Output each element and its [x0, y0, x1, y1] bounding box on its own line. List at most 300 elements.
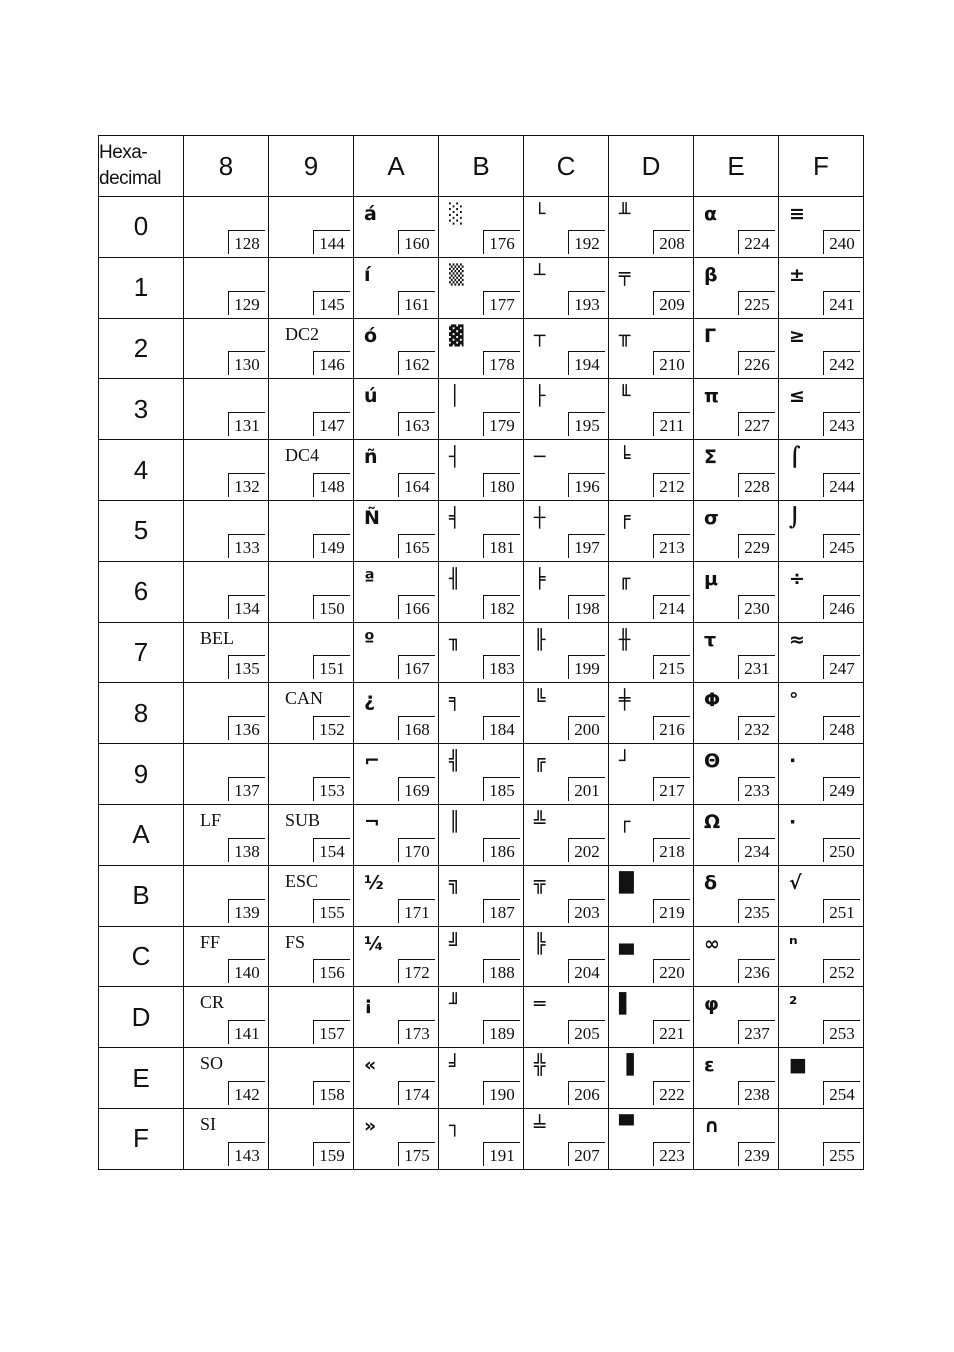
column-header: D: [609, 136, 694, 197]
table-body: [99, 197, 864, 1170]
char-cell: [439, 379, 524, 440]
char-glyph: ⌠: [789, 446, 801, 469]
char-glyph: ╖: [449, 628, 461, 651]
char-glyph: »: [364, 1114, 377, 1137]
char-glyph: █: [619, 871, 634, 894]
decimal-code-box: 139: [228, 899, 265, 923]
char-cell: [184, 318, 269, 379]
char-cell: [269, 987, 354, 1048]
char-cell: [269, 683, 354, 744]
table-row: [99, 987, 864, 1048]
table-row: [99, 926, 864, 987]
char-glyph: ╧: [534, 1114, 546, 1137]
char-cell: [439, 561, 524, 622]
decimal-code-box: 133: [228, 534, 265, 558]
column-header: C: [524, 136, 609, 197]
char-glyph: ╬: [534, 1054, 546, 1077]
char-cell: [439, 987, 524, 1048]
char-glyph: τ: [704, 628, 717, 651]
char-glyph: ⁿ: [789, 932, 798, 955]
char-cell: [439, 804, 524, 865]
decimal-code-box: 198: [568, 595, 605, 619]
char-cell: [779, 561, 864, 622]
decimal-code-box: 210: [653, 351, 690, 375]
char-cell: [779, 744, 864, 805]
char-cell: [184, 561, 269, 622]
char-glyph: ╛: [449, 1054, 461, 1077]
char-cell: [609, 257, 694, 318]
char-cell: [609, 197, 694, 258]
control-code-label: DC2: [285, 323, 320, 344]
char-glyph: π: [704, 385, 720, 408]
decimal-code-box: 185: [483, 777, 520, 801]
decimal-code-box: 145: [313, 291, 350, 315]
table-row: [99, 379, 864, 440]
char-cell: [609, 379, 694, 440]
char-glyph: ╘: [619, 446, 631, 469]
char-cell: [354, 804, 439, 865]
row-header: D: [99, 987, 184, 1048]
decimal-code-box: 205: [568, 1020, 605, 1044]
char-cell: [524, 318, 609, 379]
char-cell: [184, 1108, 269, 1169]
decimal-code-box: 193: [568, 291, 605, 315]
char-glyph: ╜: [449, 993, 461, 1016]
table-row: [99, 865, 864, 926]
char-cell: [609, 865, 694, 926]
row-header: 1: [99, 257, 184, 318]
char-cell: [694, 440, 779, 501]
char-glyph: ≡: [789, 203, 805, 225]
char-glyph: ╩: [534, 810, 546, 833]
decimal-code-box: 248: [823, 716, 860, 740]
char-glyph: ⌡: [789, 506, 801, 529]
char-glyph: ╡: [449, 506, 461, 529]
char-cell: [439, 622, 524, 683]
char-glyph: ┬: [534, 324, 546, 347]
decimal-code-box: 213: [653, 534, 690, 558]
decimal-code-box: 215: [653, 655, 690, 679]
char-cell: [354, 440, 439, 501]
hexadecimal-corner-label: [99, 136, 184, 197]
row-header: 3: [99, 379, 184, 440]
char-glyph: ┼: [534, 506, 546, 529]
decimal-code-box: 222: [653, 1081, 690, 1105]
decimal-code-box: 246: [823, 595, 860, 619]
decimal-code-box: 191: [483, 1142, 520, 1166]
decimal-code-box: 134: [228, 595, 265, 619]
decimal-code-box: 146: [313, 351, 350, 375]
decimal-code-box: 158: [313, 1081, 350, 1105]
decimal-code-box: 156: [313, 959, 350, 983]
char-cell: [354, 318, 439, 379]
char-cell: [609, 1108, 694, 1169]
char-glyph: ─: [534, 446, 546, 469]
char-glyph: ╪: [619, 689, 631, 712]
char-cell: [354, 379, 439, 440]
decimal-code-box: 173: [398, 1020, 435, 1044]
decimal-code-box: 207: [568, 1142, 605, 1166]
char-cell: [779, 804, 864, 865]
char-glyph: ╨: [619, 203, 631, 225]
char-glyph: ■: [789, 1054, 807, 1077]
row-header: E: [99, 1048, 184, 1109]
row-header: F: [99, 1108, 184, 1169]
decimal-code-box: 254: [823, 1081, 860, 1105]
decimal-code-box: 136: [228, 716, 265, 740]
char-glyph: ¼: [364, 932, 384, 955]
column-header: B: [439, 136, 524, 197]
char-cell: [184, 987, 269, 1048]
char-cell: [609, 804, 694, 865]
decimal-code-box: 232: [738, 716, 775, 740]
table-row: [99, 561, 864, 622]
char-cell: [269, 622, 354, 683]
column-header: 9: [269, 136, 354, 197]
char-cell: [779, 379, 864, 440]
char-glyph: Γ: [704, 324, 717, 347]
char-cell: [354, 561, 439, 622]
decimal-code-box: 225: [738, 291, 775, 315]
char-cell: [354, 1108, 439, 1169]
char-cell: [524, 987, 609, 1048]
decimal-code-box: 204: [568, 959, 605, 983]
row-header: 0: [99, 197, 184, 258]
char-glyph: φ: [704, 993, 719, 1016]
decimal-code-box: 177: [483, 291, 520, 315]
char-glyph: Θ: [704, 750, 721, 773]
char-cell: [779, 318, 864, 379]
decimal-code-box: 164: [398, 473, 435, 497]
char-cell: [779, 1108, 864, 1169]
char-cell: [184, 379, 269, 440]
decimal-code-box: 206: [568, 1081, 605, 1105]
decimal-code-box: 242: [823, 351, 860, 375]
char-glyph: δ: [704, 871, 718, 894]
decimal-code-box: 174: [398, 1081, 435, 1105]
char-glyph: ▀: [619, 1114, 634, 1137]
column-header: E: [694, 136, 779, 197]
decimal-code-box: 176: [483, 230, 520, 254]
char-cell: [354, 926, 439, 987]
char-cell: [779, 865, 864, 926]
char-cell: [524, 926, 609, 987]
decimal-code-box: 251: [823, 899, 860, 923]
char-glyph: ∩: [704, 1114, 720, 1137]
char-cell: [354, 683, 439, 744]
char-cell: [779, 1048, 864, 1109]
decimal-code-box: 238: [738, 1081, 775, 1105]
char-cell: [269, 561, 354, 622]
control-code-label: FS: [285, 931, 306, 952]
decimal-code-box: 227: [738, 412, 775, 436]
decimal-code-box: 235: [738, 899, 775, 923]
decimal-code-box: 179: [483, 412, 520, 436]
decimal-code-box: 144: [313, 230, 350, 254]
row-header: A: [99, 804, 184, 865]
char-cell: [184, 622, 269, 683]
decimal-code-box: 184: [483, 716, 520, 740]
char-cell: [184, 744, 269, 805]
char-cell: [609, 987, 694, 1048]
decimal-code-box: 255: [823, 1142, 860, 1166]
char-cell: [184, 683, 269, 744]
decimal-code-box: 141: [228, 1020, 265, 1044]
char-glyph: ╚: [534, 689, 546, 712]
decimal-code-box: 147: [313, 412, 350, 436]
char-cell: [524, 1048, 609, 1109]
char-glyph: ▐: [619, 1054, 634, 1077]
control-code-label: BEL: [200, 627, 234, 648]
char-cell: [779, 622, 864, 683]
decimal-code-box: 244: [823, 473, 860, 497]
char-cell: [694, 926, 779, 987]
char-glyph: ╥: [619, 324, 631, 347]
decimal-code-box: 148: [313, 473, 350, 497]
decimal-code-box: 132: [228, 473, 265, 497]
decimal-code-box: 137: [228, 777, 265, 801]
char-glyph: ░: [449, 203, 464, 225]
corner-label-line1: Hexa-: [99, 142, 148, 163]
char-cell: [694, 257, 779, 318]
decimal-code-box: 165: [398, 534, 435, 558]
char-glyph: σ: [704, 506, 719, 529]
decimal-code-box: 142: [228, 1081, 265, 1105]
decimal-code-box: 167: [398, 655, 435, 679]
char-glyph: ┐: [449, 1114, 461, 1137]
decimal-code-box: 138: [228, 838, 265, 862]
decimal-code-box: 175: [398, 1142, 435, 1166]
char-glyph: ╣: [449, 750, 461, 773]
decimal-code-box: 182: [483, 595, 520, 619]
char-cell: [439, 257, 524, 318]
decimal-code-box: 169: [398, 777, 435, 801]
char-glyph: ╟: [534, 628, 546, 651]
decimal-code-box: 241: [823, 291, 860, 315]
control-code-label: SI: [200, 1113, 217, 1134]
char-cell: [524, 1108, 609, 1169]
char-cell: [524, 683, 609, 744]
char-glyph: Φ: [704, 689, 721, 712]
decimal-code-box: 216: [653, 716, 690, 740]
char-cell: [269, 500, 354, 561]
table-row: [99, 622, 864, 683]
decimal-code-box: 178: [483, 351, 520, 375]
char-glyph: ½: [364, 871, 384, 894]
char-cell: [609, 318, 694, 379]
table-row: [99, 1108, 864, 1169]
char-cell: [354, 865, 439, 926]
char-cell: [439, 197, 524, 258]
row-header: 6: [99, 561, 184, 622]
decimal-code-box: 143: [228, 1142, 265, 1166]
char-glyph: ▌: [619, 993, 634, 1016]
decimal-code-box: 163: [398, 412, 435, 436]
char-cell: [354, 622, 439, 683]
decimal-code-box: 214: [653, 595, 690, 619]
char-glyph: └: [534, 203, 546, 225]
decimal-code-box: 196: [568, 473, 605, 497]
decimal-code-box: 161: [398, 291, 435, 315]
char-cell: [609, 622, 694, 683]
decimal-code-box: 249: [823, 777, 860, 801]
table-row: [99, 744, 864, 805]
control-code-label: SO: [200, 1053, 224, 1074]
decimal-code-box: 149: [313, 534, 350, 558]
char-glyph: μ: [704, 567, 718, 590]
table-row: [99, 1048, 864, 1109]
char-cell: [694, 744, 779, 805]
char-cell: [439, 500, 524, 561]
char-glyph: ▓: [449, 324, 464, 347]
char-cell: [269, 379, 354, 440]
char-cell: [269, 318, 354, 379]
decimal-code-box: 159: [313, 1142, 350, 1166]
decimal-code-box: 190: [483, 1081, 520, 1105]
char-cell: [269, 197, 354, 258]
char-cell: [269, 804, 354, 865]
char-cell: [269, 865, 354, 926]
char-cell: [694, 1108, 779, 1169]
decimal-code-box: 218: [653, 838, 690, 862]
decimal-code-box: 162: [398, 351, 435, 375]
decimal-code-box: 140: [228, 959, 265, 983]
char-cell: [609, 926, 694, 987]
char-cell: [779, 440, 864, 501]
char-glyph: ╒: [619, 506, 631, 529]
char-glyph: ╦: [534, 871, 546, 894]
char-cell: [524, 561, 609, 622]
char-cell: [779, 257, 864, 318]
char-glyph: ε: [704, 1054, 715, 1077]
char-cell: [694, 622, 779, 683]
row-header: B: [99, 865, 184, 926]
decimal-code-box: 152: [313, 716, 350, 740]
decimal-code-box: 131: [228, 412, 265, 436]
column-header: 8: [184, 136, 269, 197]
decimal-code-box: 243: [823, 412, 860, 436]
char-cell: [184, 926, 269, 987]
char-glyph: ╙: [619, 385, 631, 408]
column-header: A: [354, 136, 439, 197]
decimal-code-box: 151: [313, 655, 350, 679]
decimal-code-box: 229: [738, 534, 775, 558]
decimal-code-box: 219: [653, 899, 690, 923]
char-glyph: Σ: [704, 446, 717, 469]
char-glyph: Ñ: [364, 506, 380, 529]
decimal-code-box: 231: [738, 655, 775, 679]
char-glyph: ║: [449, 810, 461, 833]
row-header: 9: [99, 744, 184, 805]
char-glyph: ├: [534, 385, 546, 408]
char-glyph: ╞: [534, 567, 546, 590]
char-glyph: ┤: [449, 446, 461, 469]
char-glyph: ≤: [789, 385, 805, 408]
table-row: [99, 197, 864, 258]
char-cell: [694, 683, 779, 744]
decimal-code-box: 230: [738, 595, 775, 619]
char-glyph: ╤: [619, 263, 631, 286]
char-cell: [439, 683, 524, 744]
char-cell: [524, 440, 609, 501]
char-cell: [694, 1048, 779, 1109]
decimal-code-box: 224: [738, 230, 775, 254]
decimal-code-box: 155: [313, 899, 350, 923]
char-cell: [694, 865, 779, 926]
char-cell: [439, 318, 524, 379]
char-cell: [779, 926, 864, 987]
char-cell: [354, 744, 439, 805]
char-glyph: α: [704, 203, 718, 225]
char-glyph: °: [789, 689, 799, 712]
decimal-code-box: 208: [653, 230, 690, 254]
char-cell: [694, 197, 779, 258]
decimal-code-box: 201: [568, 777, 605, 801]
decimal-code-box: 221: [653, 1020, 690, 1044]
decimal-code-box: 245: [823, 534, 860, 558]
char-cell: [184, 440, 269, 501]
char-cell: [694, 379, 779, 440]
decimal-code-box: 172: [398, 959, 435, 983]
row-header: 2: [99, 318, 184, 379]
char-glyph: ┌: [619, 810, 631, 833]
char-cell: [269, 257, 354, 318]
row-header: 4: [99, 440, 184, 501]
char-glyph: ╝: [449, 932, 461, 955]
control-code-label: ESC: [285, 870, 319, 891]
decimal-code-box: 233: [738, 777, 775, 801]
char-glyph: ú: [364, 385, 378, 408]
decimal-code-box: 240: [823, 230, 860, 254]
char-glyph: ⌐: [364, 750, 380, 773]
char-glyph: ▒: [449, 263, 464, 286]
char-cell: [524, 622, 609, 683]
char-cell: [184, 500, 269, 561]
decimal-code-box: 166: [398, 595, 435, 619]
char-glyph: ╓: [619, 567, 631, 590]
char-glyph: ┘: [619, 750, 631, 773]
char-glyph: ÷: [789, 567, 805, 590]
control-code-label: DC4: [285, 445, 320, 466]
char-cell: [354, 987, 439, 1048]
row-header: C: [99, 926, 184, 987]
decimal-code-box: 220: [653, 959, 690, 983]
char-cell: [184, 1048, 269, 1109]
char-glyph: «: [364, 1054, 377, 1077]
char-glyph: β: [704, 263, 718, 286]
char-cell: [524, 257, 609, 318]
row-header: 7: [99, 622, 184, 683]
decimal-code-box: 252: [823, 959, 860, 983]
decimal-code-box: 212: [653, 473, 690, 497]
char-glyph: ª: [364, 567, 375, 590]
char-cell: [269, 1048, 354, 1109]
table-row: [99, 257, 864, 318]
table-row: [99, 440, 864, 501]
char-glyph: ╕: [449, 689, 461, 712]
char-glyph: ╔: [534, 750, 546, 773]
decimal-code-box: 183: [483, 655, 520, 679]
decimal-code-box: 228: [738, 473, 775, 497]
decimal-code-box: 186: [483, 838, 520, 862]
char-cell: [524, 500, 609, 561]
char-cell: [354, 197, 439, 258]
char-cell: [269, 440, 354, 501]
char-cell: [184, 257, 269, 318]
decimal-code-box: 189: [483, 1020, 520, 1044]
decimal-code-box: 211: [653, 412, 690, 436]
decimal-code-box: 154: [313, 838, 350, 862]
